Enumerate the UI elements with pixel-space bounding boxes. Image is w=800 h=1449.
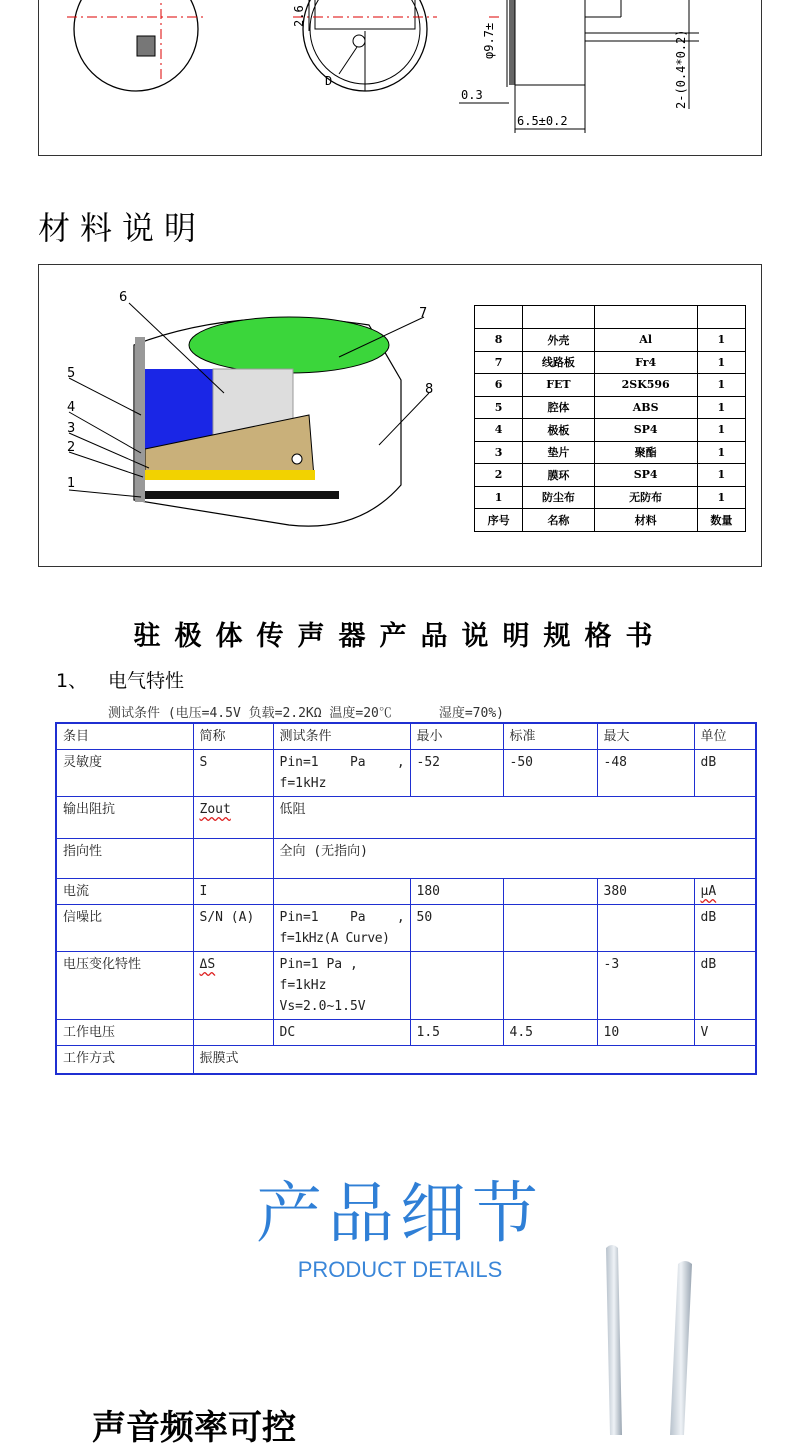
table-cell: 10 [597, 1020, 694, 1046]
pcb-board [189, 317, 389, 373]
details-subtitle: PRODUCT DETAILS [297, 1257, 503, 1282]
callout-4: 4 [67, 400, 76, 415]
table-cell: 指向性 [56, 839, 193, 879]
table-cell [503, 905, 597, 952]
d-label: D [325, 74, 333, 88]
cell-text: ΔS [199, 957, 216, 972]
callout-5: 5 [67, 366, 76, 381]
dust-cloth [139, 491, 339, 499]
table-row [56, 952, 756, 1020]
table-row [56, 839, 756, 879]
table-cell: 50 [410, 905, 503, 952]
table-cell [410, 952, 503, 1020]
table-cell: S [193, 750, 273, 797]
table-cell: 膜环 [523, 464, 594, 487]
table-cell: 180 [410, 879, 503, 905]
table-cell: 1 [697, 441, 745, 464]
table-row [56, 905, 756, 952]
table-cell [273, 952, 410, 1020]
callout-3: 3 [67, 421, 76, 436]
table-cell: 1.5 [410, 1020, 503, 1046]
table-cell: DC [273, 1020, 410, 1046]
table-cell [503, 952, 597, 1020]
cell-text: f=1kHz [279, 776, 327, 791]
table-cell: 名称 [523, 509, 594, 532]
table-cell: 防尘布 [523, 486, 594, 509]
pin-right [670, 1261, 692, 1435]
table-cell: 数量 [697, 509, 745, 532]
shell-wall [509, 0, 515, 85]
table-row [56, 1020, 756, 1046]
table-row [475, 464, 746, 487]
table-cell: 线路板 [523, 351, 594, 374]
spec-header-row [56, 723, 756, 750]
leader-4 [69, 412, 141, 453]
table-cell [697, 306, 745, 329]
table-cell [273, 905, 410, 952]
table-row [475, 351, 746, 374]
table-cell: 材料 [594, 509, 697, 532]
table-cell [193, 952, 273, 1020]
callout-7: 7 [419, 306, 428, 321]
table-row [475, 419, 746, 442]
table-cell: 1 [697, 419, 745, 442]
table-cell: SP4 [594, 419, 697, 442]
table-row [475, 441, 746, 464]
gap-label: 0.3 [461, 88, 483, 102]
table-cell: 全向 (无指向) [273, 839, 756, 879]
cell-text: f=1kHz(A Curve) [279, 931, 390, 946]
table-row [475, 374, 746, 397]
table-cell: 4.5 [503, 1020, 597, 1046]
table-cell [503, 879, 597, 905]
table-cell: 单位 [694, 723, 756, 750]
table-cell: 最大 [597, 723, 694, 750]
pcb-outline [315, 0, 415, 29]
table-row [475, 486, 746, 509]
table-cell: ABS [594, 396, 697, 419]
materials-blank-row [475, 306, 746, 329]
table-cell: S/N (A) [193, 905, 273, 952]
table-cell: 8 [475, 329, 523, 352]
table-cell [594, 306, 697, 329]
spec-table [55, 722, 757, 1075]
table-cell: dB [694, 905, 756, 952]
marking-pad [137, 36, 155, 56]
table-cell: 振膜式 [193, 1046, 756, 1074]
table-cell: -50 [503, 750, 597, 797]
cell-text: Vs=2.0~1.5V [279, 999, 366, 1014]
table-cell: 1 [697, 396, 745, 419]
table-cell: 最小 [410, 723, 503, 750]
dimension-drawing-frame [38, 0, 762, 156]
leader-1 [69, 490, 141, 497]
shell-wall-left [135, 337, 145, 502]
table-cell: 380 [597, 879, 694, 905]
cell-text: Zout [199, 802, 231, 817]
table-cell: -3 [597, 952, 694, 1020]
table-cell: 1 [697, 351, 745, 374]
pin-label: 2-(0.4*0.2) [674, 29, 688, 109]
height-dim-label: 2.6 [292, 5, 306, 27]
table-cell: 2 [475, 464, 523, 487]
table-cell: 6 [475, 374, 523, 397]
top-view-circle [74, 0, 198, 91]
table-cell: 电流 [56, 879, 193, 905]
callout-2: 2 [67, 440, 76, 455]
spec-title: 驻极体传声器产品说明规格书 [133, 621, 667, 652]
section-title: 电气特性 [108, 670, 185, 692]
table-cell: dB [694, 750, 756, 797]
shell-body [515, 0, 585, 85]
table-cell: 电压变化特性 [56, 952, 193, 1020]
table-cell: 测试条件 [273, 723, 410, 750]
cell-text: Pin=1 Pa , [279, 755, 405, 770]
cell-text: μA [700, 884, 717, 899]
table-cell: 1 [697, 329, 745, 352]
table-cell: 序号 [475, 509, 523, 532]
materials-header-row [475, 509, 746, 532]
table-cell: 简称 [193, 723, 273, 750]
table-cell: 聚酯 [594, 441, 697, 464]
table-cell: 4 [475, 419, 523, 442]
cell-text: Pin=1 Pa , [279, 910, 405, 925]
table-cell: 外壳 [523, 329, 594, 352]
spacer-layer [145, 470, 315, 480]
section-number: 1、 [56, 670, 88, 692]
callout-8: 8 [425, 382, 434, 397]
cell-text: f=1kHz [279, 978, 327, 993]
table-cell: Fr4 [594, 351, 697, 374]
table-row [56, 1046, 756, 1074]
materials-table [474, 305, 746, 532]
table-cell [193, 797, 273, 839]
table-cell: 1 [697, 486, 745, 509]
table-cell: 输出阻抗 [56, 797, 193, 839]
table-cell: 信噪比 [56, 905, 193, 952]
table-row [475, 396, 746, 419]
table-cell: SP4 [594, 464, 697, 487]
cell-text: Pin=1 Pa , [279, 957, 358, 972]
test-conditions: 测试条件 (电压=4.5V 负载=2.2KΩ 温度=20℃ 湿度=70%) [108, 706, 504, 721]
diameter-label: φ9.7± [482, 22, 496, 59]
length-label: 6.5±0.2 [517, 114, 568, 128]
callout-6: 6 [119, 290, 128, 305]
vent-hole [292, 454, 302, 464]
table-cell: 工作方式 [56, 1046, 193, 1074]
product-pins-image [600, 1240, 710, 1435]
leader-2 [69, 452, 143, 477]
table-cell [193, 1020, 273, 1046]
table-cell: 无防布 [594, 486, 697, 509]
table-row [56, 797, 756, 839]
feature-heading: 声音频率可控 [92, 1408, 296, 1448]
dimension-drawing [39, 0, 762, 156]
pin-hole [353, 35, 365, 47]
details-title: 产品细节 [256, 1175, 544, 1252]
materials-title: 材料说明 [38, 209, 207, 247]
table-cell: I [193, 879, 273, 905]
table-cell: -48 [597, 750, 694, 797]
table-cell: 垫片 [523, 441, 594, 464]
table-cell: 5 [475, 396, 523, 419]
pin-left [606, 1245, 622, 1435]
table-cell: Al [594, 329, 697, 352]
table-row [56, 879, 756, 905]
table-cell: 标准 [503, 723, 597, 750]
table-cell: dB [694, 952, 756, 1020]
table-cell: 1 [697, 464, 745, 487]
table-cell: 工作电压 [56, 1020, 193, 1046]
table-cell [597, 905, 694, 952]
table-cell: 腔体 [523, 396, 594, 419]
table-cell: 条目 [56, 723, 193, 750]
table-cell: 低阻 [273, 797, 756, 839]
table-cell [273, 750, 410, 797]
table-cell: V [694, 1020, 756, 1046]
table-row [56, 750, 756, 797]
table-cell [523, 306, 594, 329]
table-cell [273, 879, 410, 905]
table-cell [694, 879, 756, 905]
table-cell: 2SK596 [594, 374, 697, 397]
table-cell: 7 [475, 351, 523, 374]
table-row [475, 329, 746, 352]
leader-5 [69, 378, 141, 415]
table-cell: 1 [475, 486, 523, 509]
table-cell [475, 306, 523, 329]
table-cell: -52 [410, 750, 503, 797]
table-cell: 1 [697, 374, 745, 397]
table-cell: 极板 [523, 419, 594, 442]
table-cell: 灵敏度 [56, 750, 193, 797]
table-cell: FET [523, 374, 594, 397]
callout-1: 1 [67, 476, 76, 491]
d-leader [339, 47, 357, 74]
table-cell [193, 839, 273, 879]
table-cell: 3 [475, 441, 523, 464]
